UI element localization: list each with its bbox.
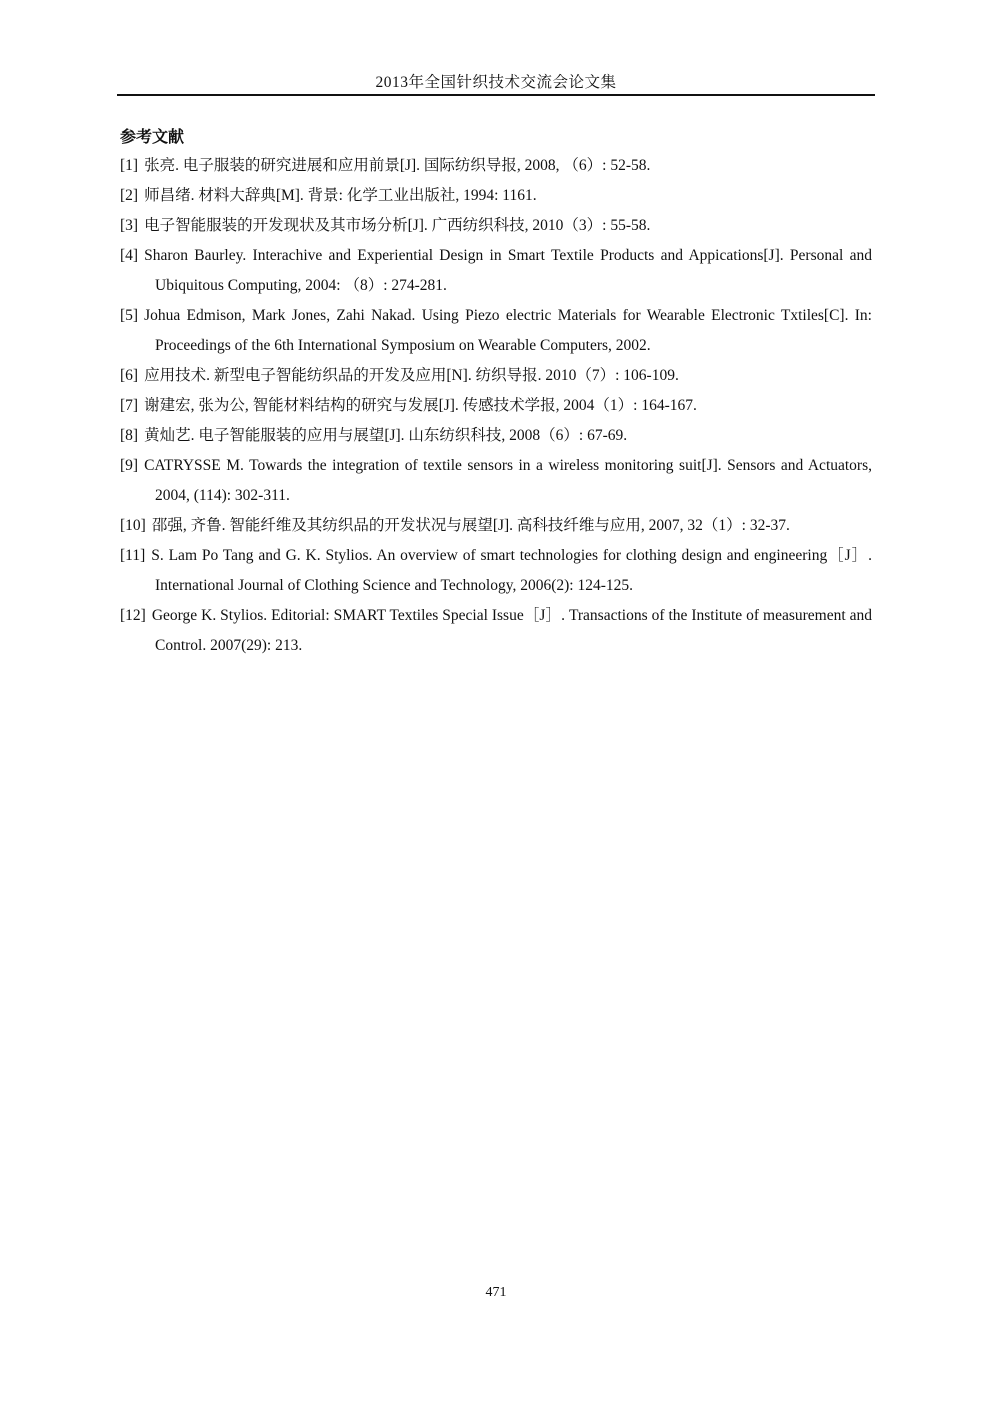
reference-text: 黄灿艺. 电子智能服装的应用与展望[J]. 山东纺织科技, 2008（6）: 67-69. [144, 427, 628, 444]
reference-text: 张亮. 电子服装的研究进展和应用前景[J]. 国际纺织导报, 2008, （6）: 52-58. [144, 157, 651, 174]
header-rule [117, 94, 875, 96]
reference-number: [10] [120, 517, 146, 534]
reference-item [120, 241, 872, 301]
reference-number: [7] [120, 397, 139, 414]
section-title: 参考文献 [120, 127, 185, 146]
page-number: 471 [485, 1285, 507, 1300]
reference-item [120, 391, 872, 421]
reference-number: [5] [120, 307, 139, 324]
reference-item [120, 361, 872, 391]
reference-item [120, 421, 872, 451]
reference-item [120, 211, 872, 241]
reference-item [120, 301, 872, 361]
reference-item [120, 541, 872, 601]
reference-item [120, 181, 872, 211]
reference-text: Johua Edmison, Mark Jones, Zahi Nakad. Using Piezo electric Materials for Wearable Electronic Txtiles[C]. In: Proceedings of the 6th International Symposium on Wearable Computers, 2002. [144, 307, 872, 354]
reference-list [120, 151, 872, 661]
reference-item [120, 151, 872, 181]
reference-number: [12] [120, 607, 146, 624]
reference-number: [11] [120, 547, 146, 564]
reference-text: 谢建宏, 张为公, 智能材料结构的研究与发展[J]. 传感技术学报, 2004（1）: 164-167. [144, 397, 697, 414]
reference-number: [4] [120, 247, 139, 264]
reference-number: [8] [120, 427, 139, 444]
running-header: 2013年全国针织技术交流会论文集 [375, 74, 617, 91]
reference-number: [3] [120, 217, 139, 234]
reference-text: 电子智能服装的开发现状及其市场分析[J]. 广西纺织科技, 2010（3）: 55-58. [144, 217, 651, 234]
reference-item [120, 451, 872, 511]
reference-number: [1] [120, 157, 139, 174]
reference-number: [6] [120, 367, 139, 384]
reference-text: Sharon Baurley. Interachive and Experiential Design in Smart Textile Products and Appications[J]. Personal and Ubiquitous Computing, 2004: （8）: 274-281. [144, 247, 872, 294]
reference-item [120, 601, 872, 661]
reference-text: 师昌绪. 材料大辞典[M]. 背景: 化学工业出版社, 1994: 1161. [144, 187, 537, 204]
reference-text: 应用技术. 新型电子智能纺织品的开发及应用[N]. 纺织导报. 2010（7）: 106-109. [144, 367, 679, 384]
reference-number: [2] [120, 187, 139, 204]
reference-text: CATRYSSE M. Towards the integration of textile sensors in a wireless monitoring suit[J]. Sensors and Actuators, 2004, (114): 302-311. [144, 457, 872, 504]
reference-text: George K. Stylios. Editorial: SMART Textiles Special Issue［J］. Transactions of the Institute of measurement and Control. 2007(29): 213. [151, 607, 872, 654]
reference-text: 邵强, 齐鲁. 智能纤维及其纺织品的开发状况与展望[J]. 高科技纤维与应用, 2007, 32（1）: 32-37. [151, 517, 790, 534]
reference-text: S. Lam Po Tang and G. K. Stylios. An overview of smart technologies for clothing design and engineering［J］. International Journal of Clothing Science and Technology, 2006(2): 124-125. [151, 547, 872, 594]
reference-number: [9] [120, 457, 139, 474]
reference-item [120, 511, 872, 541]
